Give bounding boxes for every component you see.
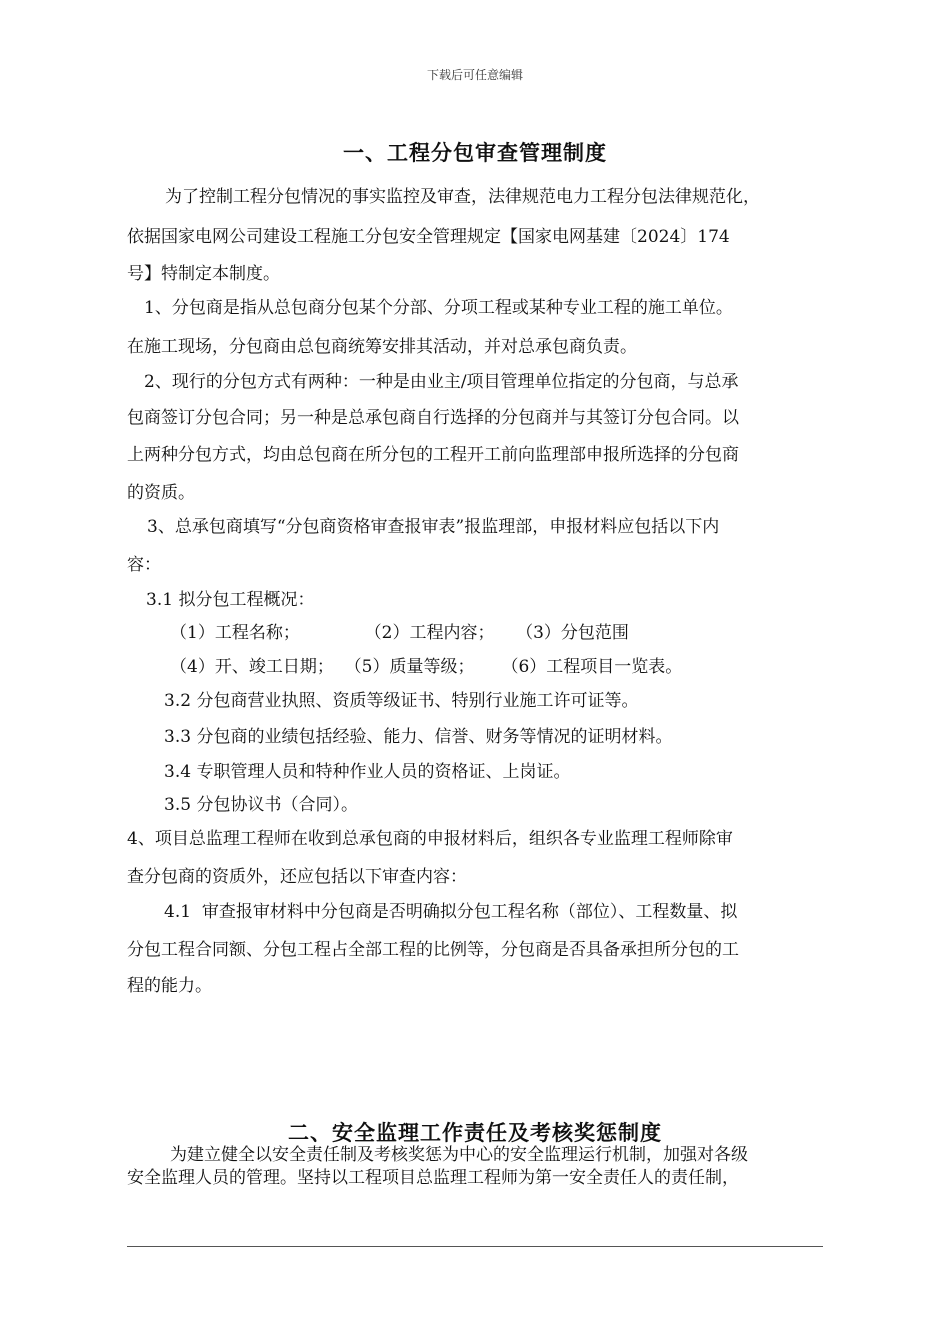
paragraph-line: 3.4 专职管理人员和特种作业人员的资格证、上岗证。 (164, 762, 571, 782)
header-note: 下载后可任意编辑 (426, 68, 523, 82)
paragraph-line: 程的能力。 (127, 976, 212, 996)
section-2-title: 二、安全监理工作责任及考核奖惩制度 (288, 1121, 662, 1145)
paragraph-line: 3.5 分包协议书（合同）。 (164, 795, 358, 815)
paragraph-line: （1）工程名称； （2）工程内容； （3）分包范围 (170, 623, 629, 643)
paragraph-line: 号】特制定本制度。 (127, 264, 280, 284)
paragraph-line: 1、分包商是指从总包商分包某个分部、分项工程或某种专业工程的施工单位。 (144, 298, 733, 318)
paragraph-line: 3.2 分包商营业执照、资质等级证书、特别行业施工许可证等。 (164, 691, 639, 711)
paragraph-line: 3.3 分包商的业绩包括经验、能力、信誉、财务等情况的证明材料。 (164, 727, 673, 747)
paragraph-line: 容： (127, 555, 161, 575)
paragraph-line: 上两种分包方式，均由总包商在所分包的工程开工前向监理部申报所选择的分包商 (127, 445, 739, 465)
paragraph-line: 为建立健全以安全责任制及考核奖惩为中心的安全监理运行机制，加强对各级 (170, 1145, 748, 1165)
paragraph-line: 分包工程合同额、分包工程占全部工程的比例等，分包商是否具备承担所分包的工 (127, 940, 739, 960)
paragraph-line: 包商签订分包合同；另一种是总承包商自行选择的分包商并与其签订分包合同。以 (127, 408, 739, 428)
paragraph-line: 的资质。 (127, 483, 195, 503)
paragraph-line: 2、现行的分包方式有两种：一种是由业主/项目管理单位指定的分包商，与总承 (144, 372, 739, 392)
paragraph-line: 4.1 审查报审材料中分包商是否明确拟分包工程名称（部位）、工程数量、拟 (164, 902, 738, 922)
section-1-title: 一、工程分包审查管理制度 (343, 141, 607, 165)
paragraph-line: 3、总承包商填写“分包商资格审查报审表”报监理部，申报材料应包括以下内 (147, 517, 720, 537)
footer-divider (127, 1246, 823, 1247)
paragraph-line: 查分包商的资质外，还应包括以下审查内容： (127, 867, 467, 887)
paragraph-line: 在施工现场，分包商由总包商统筹安排其活动，并对总承包商负责。 (127, 337, 637, 357)
paragraph-line: （4）开、竣工日期； （5）质量等级； （6）工程项目一览表。 (170, 657, 683, 677)
paragraph-line: 为了控制工程分包情况的事实监控及审查，法律规范电力工程分包法律规范化， (165, 187, 760, 207)
paragraph-line: 安全监理人员的管理。坚持以工程项目总监理工程师为第一安全责任人的责任制， (127, 1168, 739, 1188)
paragraph-line: 4、项目总监理工程师在收到总承包商的申报材料后，组织各专业监理工程师除审 (127, 829, 733, 849)
paragraph-line: 依据国家电网公司建设工程施工分包安全管理规定【国家电网基建〔2024〕174 (127, 227, 730, 247)
paragraph-line: 3.1 拟分包工程概况： (146, 590, 315, 610)
